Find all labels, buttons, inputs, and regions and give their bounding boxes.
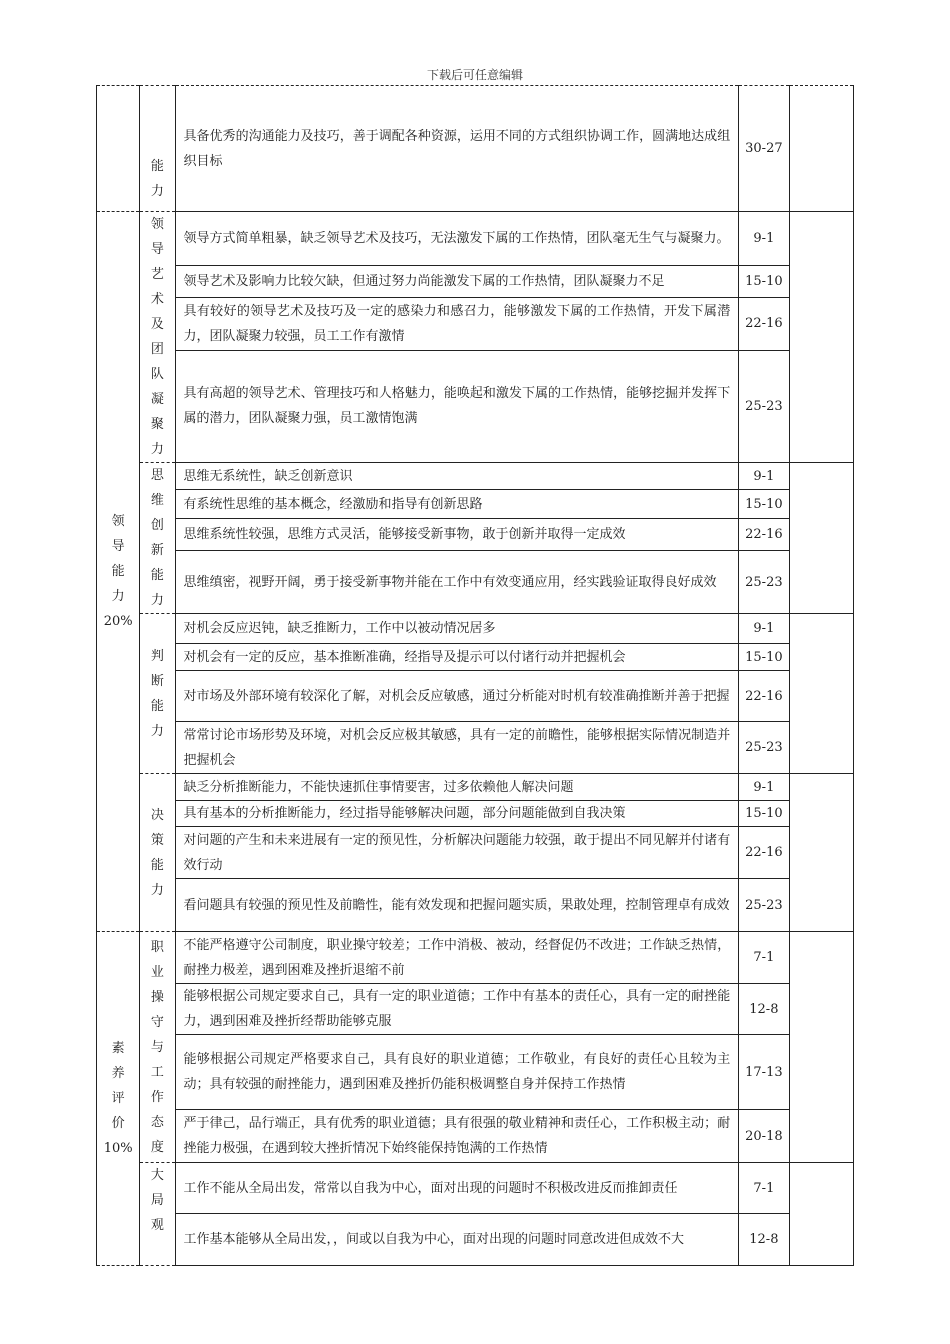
- category-cell: [97, 86, 140, 212]
- criterion-text: 具有高超的领导艺术、管理技巧和人格魅力，能唤起和激发下属的工作热情，能够挖掘并发挥下属的潜力，团队凝聚力强，员工激情饱满: [175, 350, 739, 462]
- subcategory-label: 思维创新能力: [150, 468, 164, 608]
- score-range: 9-1: [739, 463, 789, 490]
- table-row: [97, 644, 854, 671]
- table-row: [97, 1035, 854, 1110]
- criterion-text: 思维缜密，视野开阔，勇于接受新事物并能在工作中有效变通应用，经实践验证取得良好成效: [175, 551, 739, 614]
- score-range: 25-23: [739, 879, 789, 932]
- criterion-text: 具有基本的分析推断能力，经过指导能够解决问题，部分问题能做到自我决策: [175, 801, 739, 827]
- table-row: [97, 350, 854, 462]
- category-weight: 20%: [103, 614, 133, 629]
- score-entry-cell: [789, 86, 853, 212]
- criterion-text: 对机会反应迟钝，缺乏推断力，工作中以被动情况居多: [175, 614, 739, 644]
- score-range: 25-23: [739, 350, 789, 462]
- category-label: 领导能力: [111, 514, 125, 604]
- table-row: [97, 984, 854, 1035]
- table-row: [97, 519, 854, 551]
- score-range: 22-16: [739, 671, 789, 722]
- score-range: 15-10: [739, 490, 789, 519]
- subcategory-cell: [140, 212, 175, 463]
- subcategory-label: 决策能力: [150, 807, 164, 898]
- criterion-text: 缺乏分析推断能力，不能快速抓住事情要害，过多依赖他人解决问题: [175, 774, 739, 801]
- criterion-text: 工作不能从全局出发，常常以自我为中心，面对出现的问题时不积极改进反而推卸责任: [175, 1163, 739, 1214]
- score-range: 12-8: [739, 1214, 789, 1266]
- score-range: 9-1: [739, 774, 789, 801]
- score-range: 15-10: [739, 801, 789, 827]
- subcategory-cell: [140, 463, 175, 614]
- subcategory-cell: [140, 774, 175, 932]
- criterion-text: 能够根据公司规定要求自己，具有一定的职业道德；工作中有基本的责任心，具有一定的耐挫能力，遇到困难及挫折经帮助能够克服: [175, 984, 739, 1035]
- criterion-text: 思维无系统性，缺乏创新意识: [175, 463, 739, 490]
- score-entry-cell: [789, 614, 853, 774]
- table-row: [97, 490, 854, 519]
- criterion-text: 对问题的产生和未来进展有一定的预见性，分析解决问题能力较强，敢于提出不同见解并付诸有效行动: [175, 827, 739, 879]
- criterion-text: 不能严格遵守公司制度，职业操守较差；工作中消极、被动，经督促仍不改进；工作缺乏热情，耐挫力极差，遇到困难及挫折退缩不前: [175, 932, 739, 984]
- subcategory-cell: [140, 1163, 175, 1266]
- criterion-text: 能够根据公司规定严格要求自己，具有良好的职业道德；工作敬业，有良好的责任心且较为主动；具有较强的耐挫能力，遇到困难及挫折仍能积极调整自身并保持工作热情: [175, 1035, 739, 1110]
- category-cell: [97, 932, 140, 1266]
- subcategory-label: 领导艺术及团队凝聚力: [150, 217, 164, 457]
- subcategory-cell: [140, 614, 175, 774]
- score-range: 9-1: [739, 212, 789, 266]
- score-range: 25-23: [739, 551, 789, 614]
- score-range: 25-23: [739, 722, 789, 774]
- table-row: [97, 801, 854, 827]
- category-cell: [97, 212, 140, 932]
- criterion-text: 看问题具有较强的预见性及前瞻性，能有效发现和把握问题实质，果敢处理，控制管理卓有成效: [175, 879, 739, 932]
- table-row: [97, 212, 854, 266]
- score-entry-cell: [789, 774, 853, 932]
- subcategory-label: 判断能力: [150, 648, 164, 739]
- criterion-text: 对市场及外部环境有较深化了解，对机会反应敏感，通过分析能对时机有较准确推断并善于把握: [175, 671, 739, 722]
- criterion-text: 思维系统性较强，思维方式灵活，能够接受新事物，敢于创新并取得一定成效: [175, 519, 739, 551]
- score-range: 30-27: [739, 86, 789, 212]
- table-row: [97, 1214, 854, 1266]
- table-row: [97, 827, 854, 879]
- page-header: 下载后可任意编辑: [426, 68, 523, 82]
- score-entry-cell: [789, 1163, 853, 1266]
- table-row: [97, 266, 854, 298]
- table-row: [97, 932, 854, 984]
- score-range: 15-10: [739, 266, 789, 298]
- criterion-text: 有系统性思维的基本概念，经激励和指导有创新思路: [175, 490, 739, 519]
- category-label: 素养评价: [111, 1041, 125, 1131]
- score-range: 9-1: [739, 614, 789, 644]
- subcategory-label: 职业操守与工作态度: [150, 939, 164, 1155]
- table-row: [97, 1110, 854, 1163]
- category-weight: 10%: [103, 1141, 133, 1156]
- criterion-text: 严于律己，品行端正，具有优秀的职业道德；具有很强的敬业精神和责任心，工作积极主动；耐挫能力极强，在遇到较大挫折情况下始终能保持饱满的工作热情: [175, 1110, 739, 1163]
- subcategory-label: 能力: [150, 158, 164, 199]
- criterion-text: 工作基本能够从全局出发，，间或以自我为中心，面对出现的问题时同意改进但成效不大: [175, 1214, 739, 1266]
- table-row: [97, 671, 854, 722]
- table-row: [97, 879, 854, 932]
- score-range: 12-8: [739, 984, 789, 1035]
- table-row: [97, 774, 854, 801]
- score-range: 15-10: [739, 644, 789, 671]
- criterion-text: 对机会有一定的反应，基本推断准确，经指导及提示可以付诸行动并把握机会: [175, 644, 739, 671]
- score-range: 20-18: [739, 1110, 789, 1163]
- evaluation-table: [96, 85, 854, 1266]
- table-row: [97, 463, 854, 490]
- criterion-text: 具有较好的领导艺术及技巧及一定的感染力和感召力，能够激发下属的工作热情，开发下属潜力，团队凝聚力较强，员工工作有激情: [175, 298, 739, 350]
- score-range: 22-16: [739, 827, 789, 879]
- criterion-text: 领导方式简单粗暴，缺乏领导艺术及技巧，无法激发下属的工作热情，团队毫无生气与凝聚力。: [175, 212, 739, 266]
- subcategory-cell: [140, 932, 175, 1163]
- table-row: [97, 298, 854, 350]
- score-range: 7-1: [739, 1163, 789, 1214]
- score-range: 22-16: [739, 298, 789, 350]
- subcategory-label: 大局观: [150, 1168, 164, 1233]
- score-range: 22-16: [739, 519, 789, 551]
- table-row: [97, 551, 854, 614]
- score-range: 7-1: [739, 932, 789, 984]
- subcategory-cell: [140, 86, 175, 212]
- score-entry-cell: [789, 463, 853, 614]
- score-entry-cell: [789, 212, 853, 463]
- criterion-text: 常常讨论市场形势及环境，对机会反应极其敏感，具有一定的前瞻性，能够根据实际情况制造并把握机会: [175, 722, 739, 774]
- table-row: [97, 86, 854, 212]
- score-range: 17-13: [739, 1035, 789, 1110]
- criterion-text: 领导艺术及影响力比较欠缺，但通过努力尚能激发下属的工作热情，团队凝聚力不足: [175, 266, 739, 298]
- criterion-text: 具备优秀的沟通能力及技巧，善于调配各种资源，运用不同的方式组织协调工作，圆满地达成组织目标: [175, 86, 739, 212]
- score-entry-cell: [789, 932, 853, 1163]
- table-row: [97, 1163, 854, 1214]
- table-row: [97, 614, 854, 644]
- table-row: [97, 722, 854, 774]
